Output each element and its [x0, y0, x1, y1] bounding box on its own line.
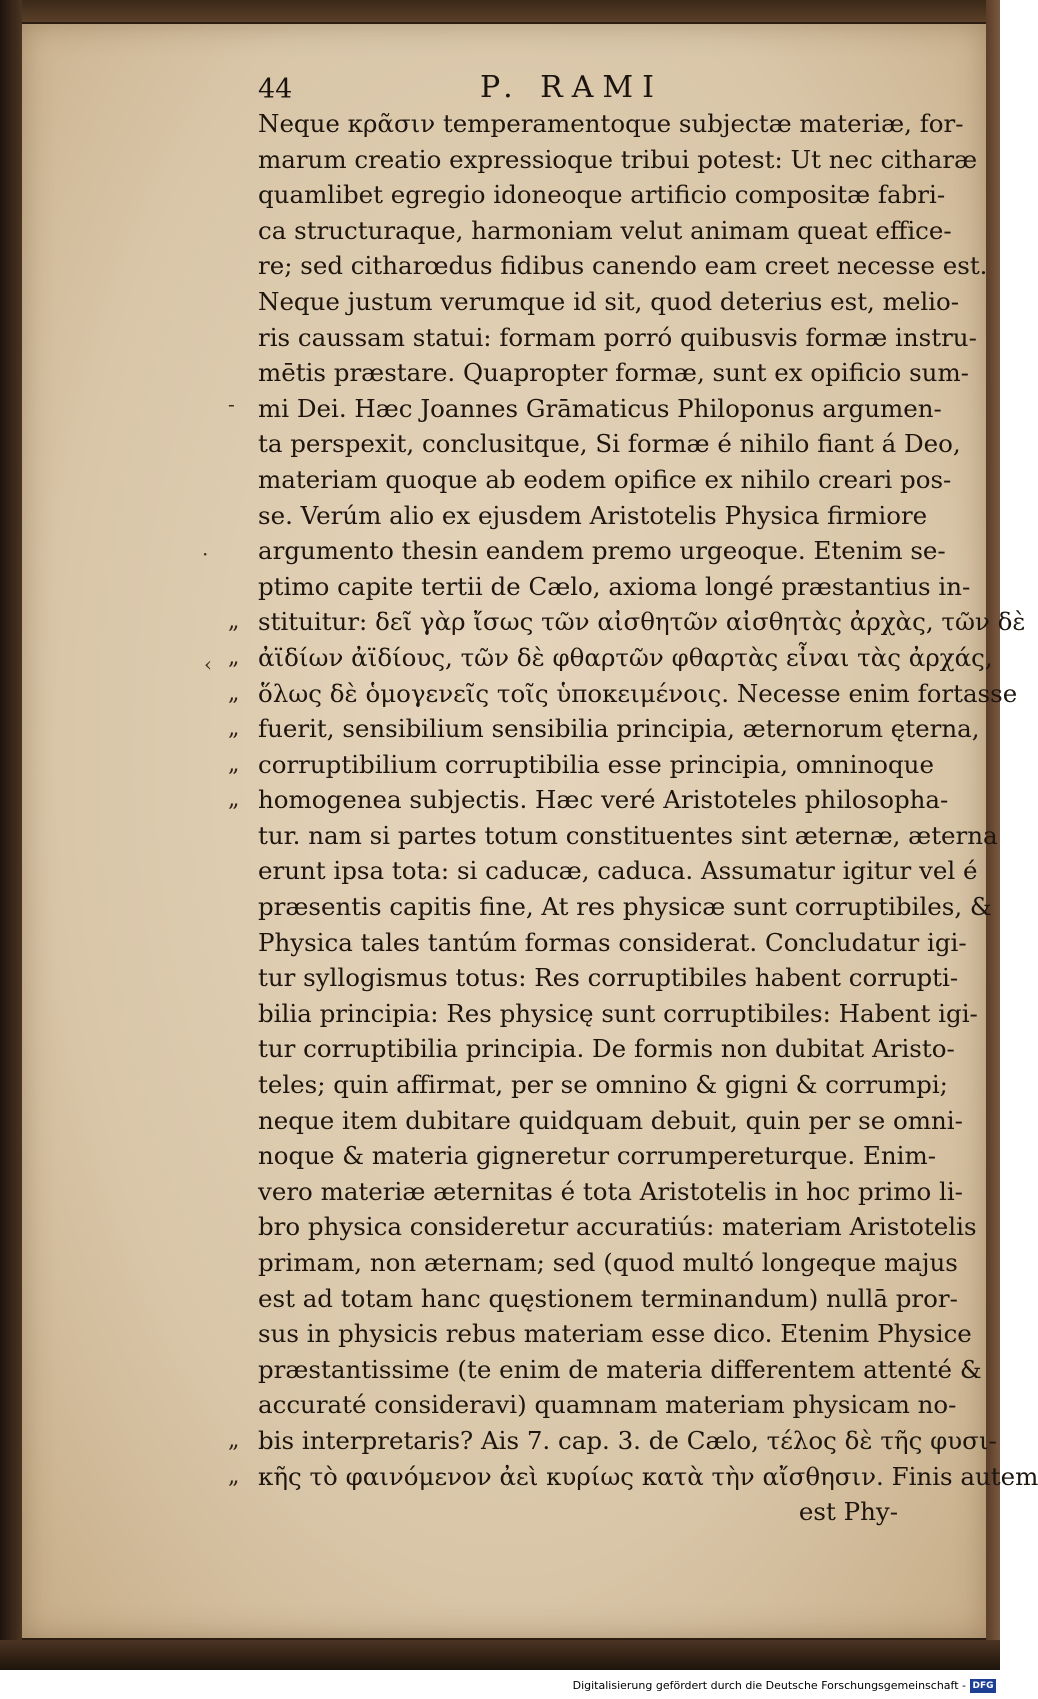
- text-line: [258, 391, 942, 427]
- text-line-content: præstantissime (te enim de materia differentem attenté &: [258, 1354, 982, 1384]
- text-line: [258, 1103, 963, 1139]
- binding-edge-bottom: [0, 1640, 1000, 1670]
- text-line: [258, 1494, 898, 1530]
- margin-tick: ‹: [204, 652, 212, 676]
- text-line: [258, 996, 978, 1032]
- text-line: [258, 1138, 936, 1174]
- text-line-content: re; sed citharœdus fidibus canendo eam creet necesse est.: [258, 251, 988, 281]
- text-line-content: bilia principia: Res physicę sunt corruptibiles: Habent igi-: [258, 998, 978, 1028]
- text-line: [258, 533, 946, 569]
- text-line: [228, 604, 1026, 640]
- text-line: [258, 960, 959, 996]
- text-line-content: Neque κρᾶσιν temperamentoque subjectæ materiæ, for-: [258, 109, 964, 138]
- text-line-content: stituitur: δεῖ γὰρ ἴσως τῶν αἰσθητῶν αἰσθητὰς ἀρχὰς, τῶν δὲ: [258, 607, 1026, 637]
- text-line-content: ptimo capite tertii de Cælo, axioma longé præstantius in-: [258, 571, 971, 601]
- body-text: [228, 106, 1038, 1530]
- text-line-content: est Phy-: [798, 1497, 898, 1527]
- running-head: P. RAMI: [480, 70, 663, 105]
- text-line: [258, 1245, 958, 1281]
- text-line-content: homogenea subjectis. Hæc veré Aristoteles philosopha-: [258, 785, 949, 815]
- text-line-content: fuerit, sensibilium sensibilia principia, æternorum ęterna,: [258, 714, 980, 744]
- book-page: [22, 24, 1038, 1638]
- text-line-content: vero materiæ æternitas é tota Aristotelis in hoc primo li-: [258, 1176, 963, 1206]
- text-line: [258, 1352, 982, 1388]
- quotation-mark: „: [228, 716, 240, 742]
- text-line-content: accuraté consideravi) quamnam materiam physicam no-: [258, 1390, 957, 1420]
- text-line-content: neque item dubitare quidquam debuit, quin per se omni-: [258, 1105, 963, 1135]
- text-line: [258, 320, 977, 356]
- text-line: [258, 1174, 963, 1210]
- text-line: [258, 1209, 977, 1245]
- page-number: 44: [258, 74, 293, 105]
- text-line-content: noque & materia gigneretur corrumpereturque. Enim-: [258, 1141, 936, 1171]
- binding-edge-left: [0, 0, 22, 1670]
- text-line: [258, 1067, 948, 1103]
- quotation-mark: „: [228, 787, 240, 813]
- text-line: [258, 1387, 957, 1423]
- text-line-content: quamlibet egregio idoneoque artificio compositæ fabri-: [258, 180, 946, 210]
- text-line: [258, 889, 992, 925]
- quotation-mark: „: [228, 1463, 240, 1489]
- quotation-mark: „: [228, 1427, 240, 1453]
- text-line-content: se. Verúm alio ex ejusdem Aristotelis Physica firmiore: [258, 500, 928, 530]
- text-line: [258, 498, 928, 534]
- text-line-content: bis interpretaris? Ais 7. cap. 3. de Cælo, τέλος δὲ τῆς φυσι-: [258, 1425, 997, 1455]
- text-line: [228, 711, 980, 747]
- dfg-logo: DFG: [970, 1679, 996, 1693]
- text-line: [258, 142, 978, 178]
- text-line: [258, 213, 952, 249]
- text-line: [258, 1281, 958, 1317]
- text-line: [228, 640, 993, 676]
- text-line-content: Physica tales tantúm formas considerat. Concludatur igi-: [258, 927, 967, 957]
- text-line: [228, 1459, 1038, 1495]
- text-line-content: mētis præstare. Quapropter formæ, sunt ex opificio sum-: [258, 358, 969, 388]
- text-line-content: ἀϊδίων ἀϊδίους, τῶν δὲ φθαρτῶν φθαρτὰς εἶναι τὰς ἀρχάς,: [258, 642, 993, 672]
- text-line-content: teles; quin affirmat, per se omnino & gigni & corrumpi;: [258, 1070, 948, 1100]
- text-line-content: corruptibilium corruptibilia esse principia, omninoque: [258, 749, 934, 779]
- text-line: [258, 426, 961, 462]
- text-line: [258, 177, 946, 213]
- text-line: [258, 462, 952, 498]
- text-line-content: tur syllogismus totus: Res corruptibiles habent corrupti-: [258, 963, 959, 993]
- margin-dot: ·: [202, 542, 209, 566]
- text-line-content: præsentis capitis fine, At res physicæ sunt corruptibiles, &: [258, 892, 992, 922]
- margin-dash: -: [228, 392, 235, 416]
- text-line-content: marum creatio expressioque tribui potest: Ut nec citharæ: [258, 144, 978, 174]
- text-line: [258, 1316, 972, 1352]
- text-line-content: bro physica consideretur accuratiús: materiam Aristotelis: [258, 1212, 977, 1242]
- text-line: [228, 1423, 997, 1459]
- text-line-content: primam, non æternam; sed (quod multó longeque majus: [258, 1248, 958, 1277]
- text-line: [228, 676, 1018, 712]
- text-line: [228, 782, 949, 818]
- text-line: [258, 569, 971, 605]
- text-line-content: ta perspexit, conclusitque, Si formæ é nihilo fiant á Deo,: [258, 429, 961, 459]
- text-line-content: argumento thesin eandem premo urgeoque. Etenim se-: [258, 536, 946, 566]
- text-line-content: κῆς τὸ φαινόμενον ἀεὶ κυρίως κατὰ τὴν αἴσθησιν. Finis autem: [258, 1461, 1038, 1491]
- text-line: [258, 818, 998, 854]
- text-line: [228, 747, 934, 783]
- text-line: [258, 355, 969, 391]
- footer-credit: Digitalisierung gefördert durch die Deutsche Forschungsgemeinschaft -: [572, 1679, 966, 1692]
- text-line-content: est ad totam hanc quęstionem terminandum) nullā pror-: [258, 1283, 958, 1313]
- text-line: [258, 925, 967, 961]
- text-line-content: Neque justum verumque id sit, quod deterius est, melio-: [258, 286, 960, 316]
- text-line-content: ὅλως δὲ ὁμογενεῖς τοῖς ὑποκειμένοις. Necesse enim fortasse: [258, 678, 1018, 708]
- quotation-mark: „: [228, 751, 240, 777]
- text-line: [258, 248, 988, 284]
- text-line-content: tur corruptibilia principia. De formis non dubitat Aristo-: [258, 1034, 955, 1064]
- text-line: [258, 853, 978, 889]
- digitization-footer: [0, 1676, 1000, 1699]
- text-line: [258, 106, 964, 142]
- text-line-content: erunt ipsa tota: si caducæ, caduca. Assumatur igitur vel é: [258, 856, 978, 886]
- text-line-content: ca structuraque, harmoniam velut animam queat effice-: [258, 215, 952, 245]
- text-line-content: tur. nam si partes totum constituentes sint æternæ, æterna: [258, 820, 998, 850]
- quotation-mark: „: [228, 680, 240, 706]
- quotation-mark: „: [228, 609, 240, 635]
- text-line: [258, 1031, 955, 1067]
- text-line: [258, 284, 960, 320]
- text-line-content: materiam quoque ab eodem opifice ex nihilo creari pos-: [258, 464, 952, 494]
- quotation-mark: „: [228, 644, 240, 670]
- text-line-content: sus in physicis rebus materiam esse dico. Etenim Physice: [258, 1319, 972, 1349]
- binding-edge-top: [0, 0, 1000, 22]
- text-line-content: mi Dei. Hæc Joannes Grāmaticus Philoponus argumen-: [258, 393, 942, 423]
- text-line-content: ris caussam statui: formam porró quibusvis formæ instru-: [258, 322, 977, 352]
